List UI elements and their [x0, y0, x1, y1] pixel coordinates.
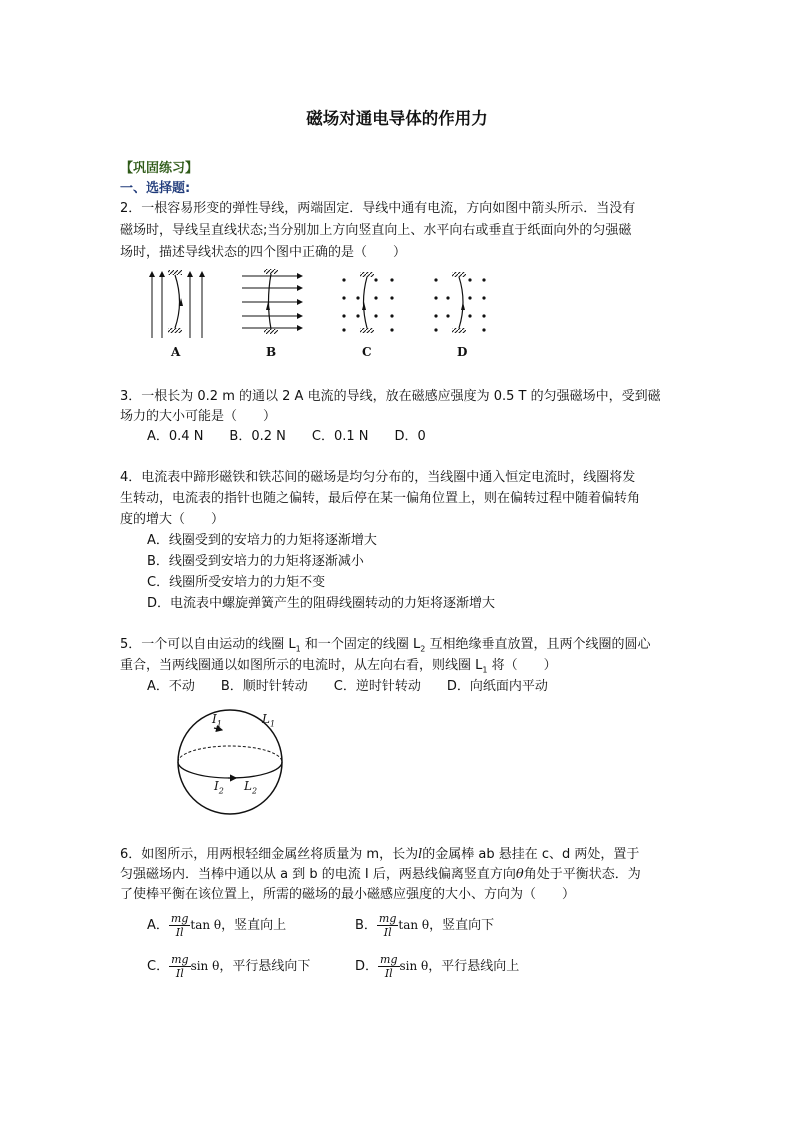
q3-line-1: 3．一根长为 0.2 m 的通以 2 A 电流的导线，放在磁感应强度为 0.5 T 的匀强磁场中，受到磁 — [120, 389, 661, 404]
q5-line-2: 重合，当两线圈通以如图所示的电流时，从左向右看，则线圈 $L_1$ 将（ ） — [120, 658, 557, 675]
page-title: 磁场对通电导体的作用力 — [306, 109, 488, 128]
q2-label-c: C — [362, 345, 372, 359]
q2-figure-d — [434, 272, 485, 333]
q6-option-d: D． $\frac{mg}{Il}$ sin θ，平行悬线向上 — [355, 953, 520, 980]
q2-label-b: B — [266, 345, 277, 359]
q2-line-3: 场时，描述导线状态的四个图中正确的是（ ） — [120, 245, 407, 260]
q5-options: A．不动 B．顺时针转动 C．逆时针转动 D．向纸面内平动 — [147, 679, 548, 694]
q2-figure-a — [152, 270, 202, 338]
q6-option-a: A． $\frac{mg}{Il}$ tan θ，竖直向上 — [147, 912, 287, 939]
q3-line-2: 场力的大小可能是（ ） — [120, 409, 277, 424]
q6-line-3: 了使棒平衡在该位置上，所需的磁场的最小磁感应强度的大小、方向为（ ） — [120, 887, 576, 902]
q5-label-i2: $I_2$ — [214, 779, 224, 796]
q4-option-b: B．线圈受到安培力的力矩将逐渐减小 — [147, 554, 364, 569]
q2-label-d: D — [457, 345, 468, 359]
section-label: 【巩固练习】 — [120, 161, 199, 176]
q6-line-1: 6．如图所示，用两根轻细金属丝将质量为 m，长为l的金属棒 ab 悬挂在 c、d 两处，置于 — [120, 847, 640, 862]
q4-line-2: 生转动，电流表的指针也随之偏转，最后停在某一偏角位置上，则在偏转过程中随着偏转角 — [120, 491, 641, 506]
q5-label-l1: $L_1$ — [262, 712, 276, 729]
q6-line-2: 匀强磁场内．当棒中通以从 a 到 b 的电流 I 后，两悬线偏离竖直方向θ角处于平衡状态．为 — [120, 867, 641, 882]
q2-line-2: 磁场时，导线呈直线状态;当分别加上方向竖直向上、水平向右或垂直于纸面向外的匀强磁 — [120, 223, 632, 238]
q4-option-a: A．线圈受到的安培力的力矩将逐渐增大 — [147, 533, 377, 548]
q4-option-c: C．线圈所受安培力的力矩不变 — [147, 575, 326, 590]
q2-line-1: 2．一根容易形变的弹性导线，两端固定．导线中通有电流，方向如图中箭头所示．当没有 — [120, 201, 636, 216]
q6-option-c: C． $\frac{mg}{Il}$ sin θ，平行悬线向下 — [147, 953, 311, 980]
q2-figure-b — [242, 269, 302, 334]
q2-figure-c — [342, 272, 393, 333]
q5-line-1: 5．一个可以自由运动的线圈 $L_1$ 和一个固定的线圈 $L_2$ 互相绝缘垂直放置，且两个线圈的圆心 — [120, 637, 651, 654]
q4-line-1: 4．电流表中蹄形磁铁和铁芯间的磁场是均匀分布的，当线圈中通入恒定电流时，线圈将发 — [120, 470, 636, 485]
q5-label-l2: $L_2$ — [244, 779, 258, 796]
q3-options: A．0.4 N B．0.2 N C．0.1 N D．0 — [147, 429, 426, 444]
q4-line-3: 度的增大（ ） — [120, 512, 225, 527]
q2-label-a: A — [171, 345, 181, 359]
section-heading: 一、选择题: — [120, 181, 191, 196]
q4-option-d: D．电流表中螺旋弹簧产生的阻碍线圈转动的力矩将逐渐增大 — [147, 596, 496, 611]
q2-figure — [130, 266, 510, 362]
q6-option-b: B． $\frac{mg}{Il}$ tan θ，竖直向下 — [355, 912, 495, 939]
q5-label-i1: $I_1$ — [212, 712, 222, 729]
